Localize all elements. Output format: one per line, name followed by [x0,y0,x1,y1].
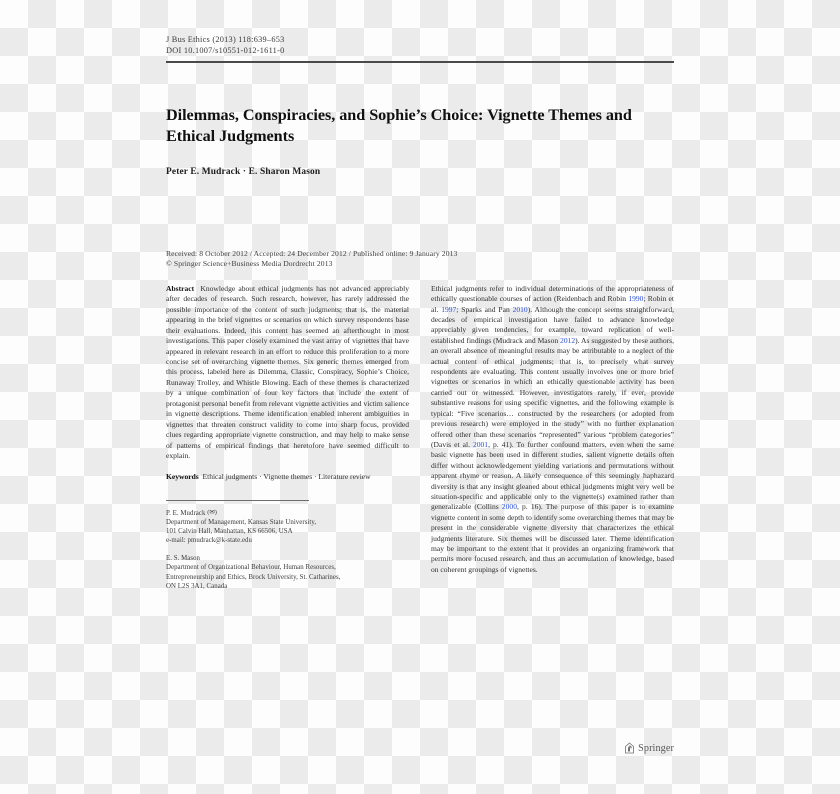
affiliation-author-2 [166,554,409,590]
affiliation-line: 101 Calvin Hall, Manhattan, KS 66506, USA [166,528,293,536]
affiliation-divider [166,500,309,501]
citation-link-collins-2000[interactable]: 2000 [501,502,517,512]
envelope-icon: (✉) [207,509,217,517]
citation-link-robin-1997[interactable]: 1997 [441,304,457,314]
abstract-text: Knowledge about ethical judgments has not advanced appreciably after decades of research. Such research, however, has rarely addressed the possible importance of the content of such judgments; that is, the material appearing in the brief vignettes or scenarios on which survey respondents base their evaluations. Indeed, this content has seemed an afterthought in most investigations. This paper closely examined the vast array of vignettes that have appeared in relevant research in an effort to reduce this proliferation to a more concise set of overarching vignette themes. Six generic themes emerged from this process, labeled here as Dilemma, Classic, Conspiracy, Sophie’s Choice, Runaway Trolley, and Whistle Blowing. Each of these themes is characterized by a unique combination of four key factors that include the extent of protagonist personal benefit from relevant vignette activities and victim salience in vignette descriptions. Theme identification enabled inherent ambiguities in vignettes that threaten construct validity to come into sharp focus, provided clues regarding appropriate vignette construction, and may help to make sense of patterns of empirical findings that heretofore have seemed difficult to explain. [166,283,409,461]
journal-doi-line: DOI 10.1007/s10551-012-1611-0 [166,46,285,56]
journal-header [166,34,674,56]
affiliation-author-name: P. E. Mudrack [166,509,206,517]
affiliation-name [166,509,409,518]
journal-citation-line: J Bus Ethics (2013) 118:639–653 [166,35,285,44]
publisher-name: Springer [638,742,674,754]
citation-link-davis-2001[interactable]: 2001 [472,439,489,449]
header-divider [166,61,674,63]
affiliation-block [166,509,409,591]
intro-segment: , p. 16). The purpose of this paper is to examine vignette content in some depth to identify some overarching themes that may be present in the considerable vignette diversity that characterizes the ethical judgments literature. Six themes will be discussed later. Theme identification may be important to the extent that it provides an organizing framework that permits more focused research, and thus an accumulation of knowledge, based on coherent groupings of vignettes. [431,502,674,574]
page-title: Dilemmas, Conspiracies, and Sophie’s Choice: Vignette Themes and Ethical Judgments [166,106,632,145]
intro-segment: ). As suggested by these authors, an overall absence of meaningful results may be attributable to a neglect of the actual content of ethical judgments; that is, to precisely what survey respondents are evaluating. This content usually involves one or more brief vignettes or scenarios in which an ethically questionable activity has been carried out or witnessed. However, investigators rarely, if ever, provide substantive reasons for using specific vignettes, and the following example is typical: “Five scenarios… constructed by the researchers (or adopted from previous research) were employed in the study” with no further explanation offered other than these scenarios “represented” various “problem categories” (Davis et al. [431,335,674,449]
keywords-paragraph [166,472,409,482]
copyright-line: © Springer Science+Business Media Dordrecht 2013 [166,259,333,269]
abstract-label: Abstract [166,283,195,293]
publisher-logo [624,742,674,754]
affiliation-line: Department of Organizational Behaviour, Human Resources, [166,564,336,572]
citation-link-reidenbach-robin-1990[interactable]: 1990 [628,294,644,304]
title-block [166,105,674,177]
introduction-paragraph [431,284,674,575]
left-column [166,284,409,591]
affiliation-line: ON L2S 3A1, Canada [166,582,228,590]
right-column [431,284,674,591]
abstract-paragraph [166,284,409,462]
keywords-label: Keywords [166,471,199,481]
affiliation-line: Entrepreneurship and Ethics, Brock University, St. Catharines, [166,573,341,581]
intro-segment: ; Sparks and Pan [456,304,513,314]
citation-link-sparks-pan-2010[interactable]: 2010 [512,304,528,314]
author-list: Peter E. Mudrack · E. Sharon Mason [166,167,321,177]
intro-segment: ). Although the concept seems straightforward, decades of empirical investigation have failed to advance knowledge appreciably given tendencies, for example, toward replication of well-established findings (Mudrack and Mason [431,304,675,345]
body-columns [166,284,674,591]
affiliation-line: Department of Management, Kansas State University, [166,519,317,527]
page-content [166,34,674,591]
intro-segment: ; Robin et al. [431,294,674,314]
intro-segment: , p. 41). To further confound matters, even when the same basic vignette has been used in different studies, salient vignette details often differ without acknowledgement yielding variations and permutations without apparent rhyme or reason. A likely consequence of this seemingly haphazard diversity is that any insight gleaned about ethical judgments might very well be situation-specific and applicable only to the vignette(s) examined rather than generalizable (Collins [431,439,674,512]
affiliation-author-name: E. S. Mason [166,555,201,563]
received-accepted-line: Received: 8 October 2012 / Accepted: 24 December 2012 / Published online: 9 January 2013 [166,249,458,258]
publication-dates [166,249,674,270]
affiliation-email[interactable]: e-mail: pmudrack@k-state.edu [166,537,252,545]
affiliation-author-1 [166,509,409,545]
citation-link-mudrack-mason-2012[interactable]: 2012 [560,335,576,345]
intro-segment: Ethical judgments refer to individual determinations of the appropriateness of ethically questionable courses of action (Reidenbach and Robin [431,283,674,304]
keywords-text: Ethical judgments · Vignette themes · Literature review [202,471,371,481]
springer-knight-icon [624,742,635,754]
